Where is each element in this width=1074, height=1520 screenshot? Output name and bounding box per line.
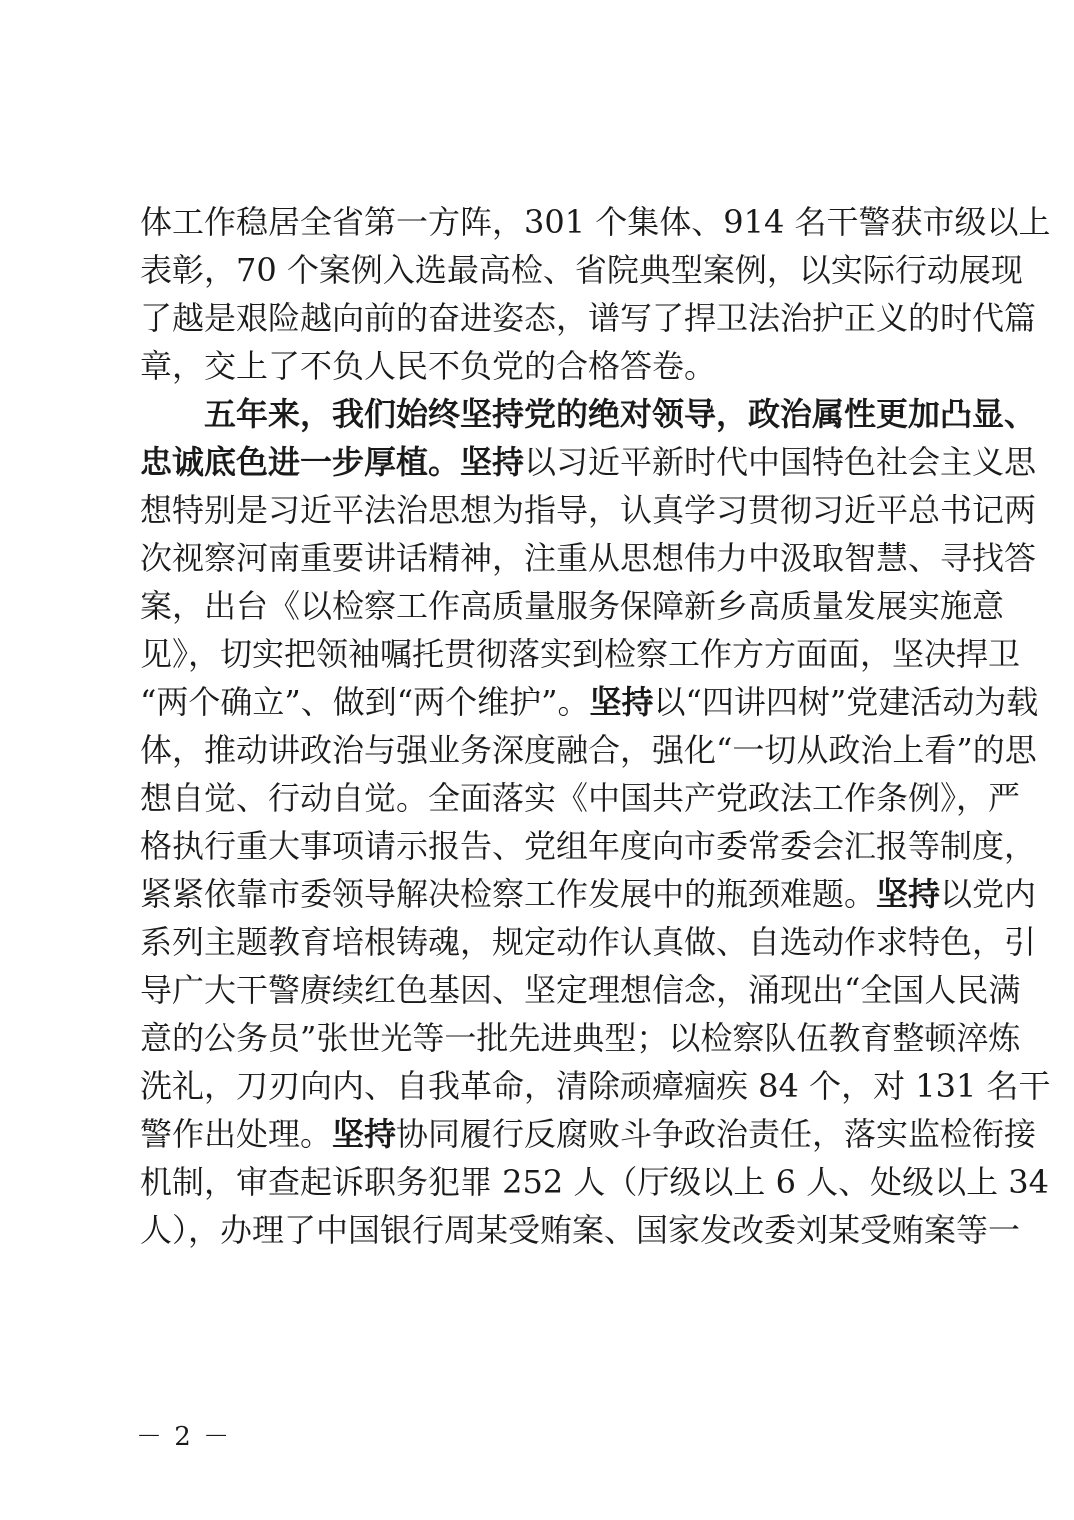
text-line: 体，推动讲政治与强业务深度融合，强化“一切从政治上看”的思 — [140, 731, 1037, 769]
text-line: 机制，审查起诉职务犯罪 252 人（厅级以上 6 人、处级以上 34 — [140, 1163, 1050, 1201]
text-segment: 协同履行反腐败斗争政治责任，落实监检衔接 — [396, 1115, 1037, 1153]
text-line: 洗礼，刀刃向内、自我革命，清除顽瘴痼疾 84 个，对 131 名干 — [140, 1067, 1051, 1105]
text-line: 章，交上了不负人民不负党的合格答卷。 — [140, 347, 717, 385]
text-line — [140, 678, 1039, 726]
text-line: 次视察河南重要讲话精神，注重从思想伟力中汲取智慧、寻找答 — [140, 539, 1037, 577]
section-heading: 五年来，我们始终坚持党的绝对领导，政治属性更加凸显、 — [204, 395, 1037, 433]
text-line: 案，出台《以检察工作高质量服务保障新乡高质量发展实施意 — [140, 587, 1005, 625]
text-line: 体工作稳居全省第一方阵，301 个集体、914 名干警获市级以上 — [140, 203, 1051, 241]
text-line: 见》，切实把领袖嘱托贯彻落实到检察工作方方面面，坚决捍卫 — [140, 635, 1021, 673]
text-segment: 警作出处理。 — [140, 1115, 333, 1153]
text-line: 了越是艰险越向前的奋进姿态，谱写了捍卫法治护正义的时代篇 — [140, 299, 1037, 337]
text-line: 表彰，70 个案例入选最高检、省院典型案例，以实际行动展现 — [140, 251, 1023, 289]
keyword-emphasis: 坚持 — [460, 443, 525, 481]
text-segment: 以习近平新时代中国特色社会主义思 — [524, 443, 1037, 481]
keyword-emphasis: 坚持 — [876, 875, 941, 913]
text-segment: “两个确立”、做到“两个维护”。 — [140, 683, 590, 721]
text-line: 想自觉、行动自觉。全面落实《中国共产党政法工作条例》，严 — [140, 779, 1021, 817]
text-line: 人），办理了中国银行周某受贿案、国家发改委刘某受贿案等一 — [140, 1211, 1021, 1249]
text-line: 格执行重大事项请示报告、党组年度向市委常委会汇报等制度， — [140, 827, 1037, 865]
section-heading: 忠诚底色进一步厚植。 — [140, 443, 461, 481]
text-line: 导广大干警赓续红色基因、坚定理想信念，涌现出“全国人民满 — [140, 971, 1021, 1009]
text-line: 想特别是习近平法治思想为指导，认真学习贯彻习近平总书记两 — [140, 491, 1037, 529]
text-line — [140, 870, 1037, 918]
text-segment: 以党内 — [940, 875, 1037, 913]
text-line: 系列主题教育培根铸魂，规定动作认真做、自选动作求特色，引 — [140, 923, 1037, 961]
keyword-emphasis: 坚持 — [589, 683, 654, 721]
page-number: － 2 － — [136, 1422, 232, 1452]
text-line — [140, 438, 1037, 486]
text-line: 意的公务员”张世光等一批先进典型；以检察队伍教育整顿淬炼 — [140, 1019, 1021, 1057]
document-body — [140, 198, 1051, 1254]
text-segment: 紧紧依靠市委领导解决检察工作发展中的瓶颈难题。 — [140, 875, 877, 913]
text-line — [140, 390, 1037, 438]
text-line — [140, 1110, 1037, 1158]
keyword-emphasis: 坚持 — [332, 1115, 397, 1153]
text-segment: 以“四讲四树”党建活动为载 — [653, 683, 1039, 721]
